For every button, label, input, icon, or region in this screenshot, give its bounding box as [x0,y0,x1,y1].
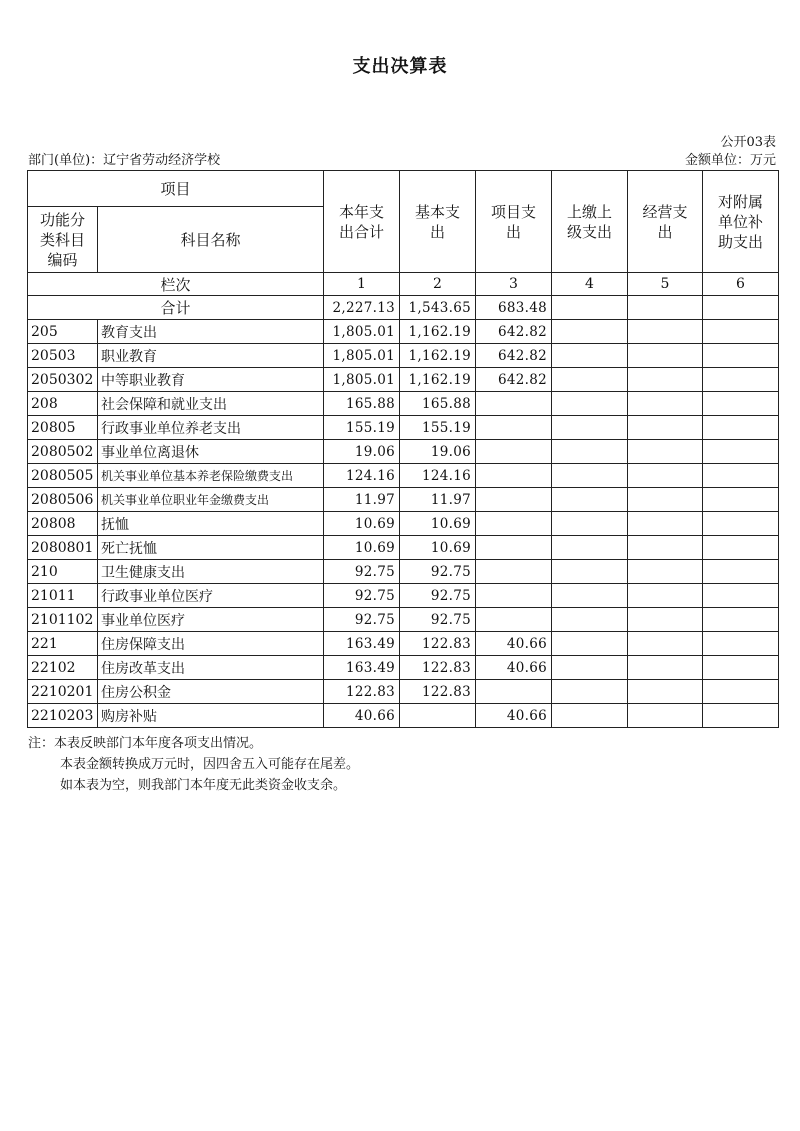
row-name: 住房公积金 [98,680,324,704]
header-item: 项目 [28,171,324,207]
row-value-4 [552,392,628,416]
row-value-5 [628,584,703,608]
row-value-6 [703,512,779,536]
row-value-3 [476,392,552,416]
header-col-1: 本年支出合计 [324,171,400,273]
row-value-1: 10.69 [324,512,400,536]
row-value-2: 1,162.19 [400,344,476,368]
department-label: 部门(单位)：辽宁省劳动经济学校 [28,153,221,168]
row-code: 210 [28,560,98,584]
row-value-4 [552,536,628,560]
row-code: 2050302 [28,368,98,392]
row-value-1: 163.49 [324,656,400,680]
table-row [28,488,779,512]
row-name: 事业单位离退休 [98,440,324,464]
row-value-2: 10.69 [400,512,476,536]
notes [28,733,359,796]
table-row [28,344,779,368]
total-row [28,296,779,320]
row-value-3 [476,608,552,632]
row-name: 住房改革支出 [98,656,324,680]
lanci-label: 栏次 [28,273,324,296]
table-row [28,560,779,584]
table-row [28,368,779,392]
row-value-6 [703,560,779,584]
row-value-1: 1,805.01 [324,368,400,392]
row-value-3: 40.66 [476,632,552,656]
row-value-5 [628,536,703,560]
row-value-3 [476,584,552,608]
lanci-4: 4 [552,273,628,296]
row-value-5 [628,416,703,440]
row-value-1: 163.49 [324,632,400,656]
header-col-4: 上缴上级支出 [552,171,628,273]
table-row [28,584,779,608]
row-code: 2210201 [28,680,98,704]
row-value-2: 92.75 [400,584,476,608]
total-value-6 [703,296,779,320]
table-row [28,680,779,704]
row-value-1: 124.16 [324,464,400,488]
row-value-6 [703,320,779,344]
lanci-1: 1 [324,273,400,296]
row-value-2: 1,162.19 [400,368,476,392]
row-value-6 [703,656,779,680]
row-value-2: 124.16 [400,464,476,488]
header-col-6: 对附属单位补助支出 [703,171,779,273]
table-row [28,440,779,464]
row-value-3 [476,464,552,488]
row-value-2: 155.19 [400,416,476,440]
row-value-1: 165.88 [324,392,400,416]
row-name: 死亡抚恤 [98,536,324,560]
lanci-3: 3 [476,273,552,296]
page-title: 支出决算表 [352,56,448,77]
row-value-4 [552,320,628,344]
row-name: 购房补贴 [98,704,324,728]
total-value-1: 2,227.13 [324,296,400,320]
row-value-3: 642.82 [476,320,552,344]
row-value-6 [703,632,779,656]
row-value-3 [476,680,552,704]
row-code: 2080502 [28,440,98,464]
row-value-1: 155.19 [324,416,400,440]
row-code: 20503 [28,344,98,368]
row-value-1: 92.75 [324,608,400,632]
row-name: 职业教育 [98,344,324,368]
header-name: 科目名称 [98,207,324,273]
row-value-5 [628,560,703,584]
row-value-6 [703,536,779,560]
row-code: 2210203 [28,704,98,728]
row-value-4 [552,440,628,464]
row-value-3 [476,416,552,440]
row-value-3: 40.66 [476,704,552,728]
row-value-3 [476,560,552,584]
row-name: 住房保障支出 [98,632,324,656]
row-value-1: 1,805.01 [324,344,400,368]
row-value-4 [552,368,628,392]
row-name: 机关事业单位基本养老保险缴费支出 [98,464,324,488]
row-value-6 [703,608,779,632]
row-value-4 [552,416,628,440]
row-value-4 [552,584,628,608]
total-label: 合计 [28,296,324,320]
row-value-5 [628,368,703,392]
row-value-3: 642.82 [476,368,552,392]
header-col-2: 基本支出 [400,171,476,273]
table-row [28,608,779,632]
row-value-4 [552,632,628,656]
expenditure-table [27,170,779,728]
row-value-6 [703,392,779,416]
row-value-5 [628,320,703,344]
row-value-2: 19.06 [400,440,476,464]
row-value-4 [552,680,628,704]
row-value-6 [703,464,779,488]
row-value-2: 92.75 [400,560,476,584]
total-value-5 [628,296,703,320]
row-value-5 [628,680,703,704]
row-value-6 [703,416,779,440]
row-value-5 [628,488,703,512]
row-value-5 [628,392,703,416]
row-name: 卫生健康支出 [98,560,324,584]
row-value-3 [476,440,552,464]
row-value-2 [400,704,476,728]
row-value-2: 122.83 [400,656,476,680]
row-value-4 [552,488,628,512]
row-value-1: 92.75 [324,560,400,584]
row-value-1: 10.69 [324,536,400,560]
row-value-6 [703,344,779,368]
lanci-6: 6 [703,273,779,296]
row-value-2: 122.83 [400,680,476,704]
row-value-2: 10.69 [400,536,476,560]
row-value-2: 122.83 [400,632,476,656]
row-value-1: 92.75 [324,584,400,608]
row-name: 机关事业单位职业年金缴费支出 [98,488,324,512]
table-row [28,512,779,536]
row-value-6 [703,680,779,704]
row-value-5 [628,440,703,464]
row-value-4 [552,512,628,536]
header-code: 功能分类科目编码 [28,207,98,273]
row-value-5 [628,512,703,536]
row-value-3: 40.66 [476,656,552,680]
row-name: 社会保障和就业支出 [98,392,324,416]
table-row [28,416,779,440]
row-value-4 [552,608,628,632]
row-value-6 [703,368,779,392]
row-code: 2080506 [28,488,98,512]
row-value-3 [476,488,552,512]
row-code: 20808 [28,512,98,536]
row-name: 事业单位医疗 [98,608,324,632]
row-value-4 [552,464,628,488]
table-row [28,536,779,560]
lanci-2: 2 [400,273,476,296]
row-value-1: 122.83 [324,680,400,704]
note-line: 如本表为空，则我部门本年度无此类资金收支余。 [60,778,347,793]
row-value-2: 92.75 [400,608,476,632]
table-row [28,320,779,344]
row-value-4 [552,656,628,680]
row-name: 行政事业单位养老支出 [98,416,324,440]
row-code: 2080505 [28,464,98,488]
form-code: 公开03表 [720,135,776,150]
row-value-2: 165.88 [400,392,476,416]
total-value-4 [552,296,628,320]
row-value-2: 1,162.19 [400,320,476,344]
row-code: 2101102 [28,608,98,632]
row-code: 21011 [28,584,98,608]
row-value-6 [703,584,779,608]
row-value-4 [552,344,628,368]
table-row [28,464,779,488]
row-value-1: 19.06 [324,440,400,464]
lanci-5: 5 [628,273,703,296]
total-value-3: 683.48 [476,296,552,320]
row-value-3 [476,536,552,560]
row-value-6 [703,488,779,512]
table-row [28,392,779,416]
header-col-3: 项目支出 [476,171,552,273]
row-value-2: 11.97 [400,488,476,512]
row-value-5 [628,608,703,632]
row-name: 行政事业单位医疗 [98,584,324,608]
row-value-1: 11.97 [324,488,400,512]
row-code: 208 [28,392,98,416]
row-value-5 [628,632,703,656]
table-row [28,632,779,656]
row-value-5 [628,464,703,488]
amount-unit-label: 金额单位：万元 [684,153,776,168]
row-value-6 [703,440,779,464]
table-row [28,704,779,728]
note-line: 本表金额转换成万元时，因四舍五入可能存在尾差。 [60,757,360,772]
row-name: 中等职业教育 [98,368,324,392]
row-value-6 [703,704,779,728]
row-value-5 [628,704,703,728]
row-value-5 [628,656,703,680]
row-value-5 [628,344,703,368]
row-value-4 [552,560,628,584]
table-row [28,656,779,680]
row-value-3: 642.82 [476,344,552,368]
note-line: 注：本表反映部门本年度各项支出情况。 [28,736,263,751]
row-name: 教育支出 [98,320,324,344]
row-value-4 [552,704,628,728]
row-code: 205 [28,320,98,344]
row-code: 2080801 [28,536,98,560]
row-value-3 [476,512,552,536]
header-col-5: 经营支出 [628,171,703,273]
row-value-1: 40.66 [324,704,400,728]
row-code: 221 [28,632,98,656]
row-value-1: 1,805.01 [324,320,400,344]
row-code: 20805 [28,416,98,440]
total-value-2: 1,543.65 [400,296,476,320]
row-name: 抚恤 [98,512,324,536]
row-code: 22102 [28,656,98,680]
